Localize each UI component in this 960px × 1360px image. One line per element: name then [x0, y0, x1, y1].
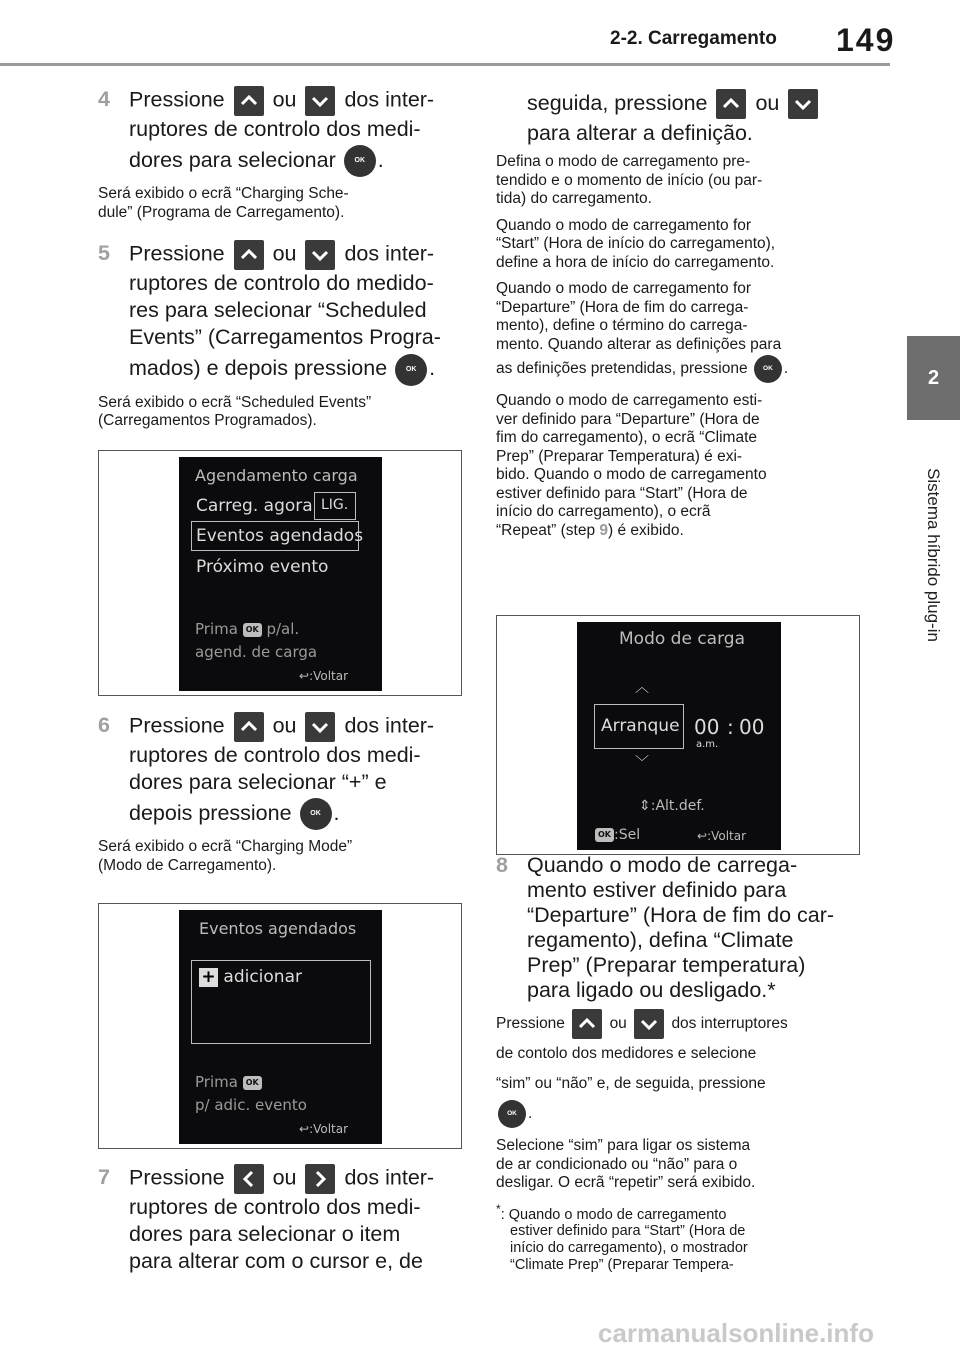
- section-title: 2-2. Carregamento: [610, 28, 777, 49]
- back-hint: [299, 669, 348, 683]
- chevron-up-icon: [234, 86, 264, 116]
- chevron-left-icon: [234, 1164, 264, 1194]
- step-text: dos inter-: [344, 242, 435, 266]
- right-column: [496, 86, 861, 548]
- step-8-block: [496, 853, 861, 1278]
- figure-scheduled-events: [98, 903, 462, 1149]
- note-paragraph-3: [496, 280, 861, 384]
- step-number: 8: [496, 853, 508, 877]
- step-text: para alterar a definição.: [527, 121, 753, 145]
- step-7-block: [98, 1164, 468, 1283]
- note-text: .: [783, 360, 789, 377]
- chevron-down-icon: [305, 712, 335, 742]
- chevron-up-icon: [572, 1009, 602, 1039]
- display-screen: [179, 910, 382, 1144]
- step-text: mento estiver definido para: [527, 878, 787, 902]
- step-text: Pressione: [129, 713, 225, 738]
- step-reference: 9: [599, 521, 609, 539]
- note-text: “Departure” (Hora de fim do carrega-: [496, 298, 749, 316]
- note-text: Selecione “sim” para ligar os sistema: [496, 1137, 751, 1155]
- footnote-text: estiver definido para “Start” (Hora de: [510, 1223, 746, 1240]
- chapter-tab-number: 2: [907, 336, 960, 420]
- time-minute: 00: [739, 715, 765, 739]
- note-text: Defina o modo de carregamento pre-: [496, 153, 751, 170]
- chevron-up-icon: [234, 712, 264, 742]
- step-text: ruptores de controlo dos medi-: [129, 117, 421, 141]
- screen-title: Modo de carga: [619, 629, 745, 649]
- figure-charging-mode: [496, 615, 860, 855]
- menu-item-next-event: Próximo evento: [196, 557, 329, 577]
- note-text: Será exibido o ecrã “Scheduled Events”: [98, 393, 372, 411]
- up-down-icon: ⇕: [639, 798, 651, 814]
- step-text: “Departure” (Hora de fim do car-: [527, 903, 835, 927]
- back-hint: [697, 829, 746, 843]
- step-8: [496, 853, 861, 1003]
- chevron-down-icon: [788, 89, 818, 119]
- chevron-up-icon: [234, 240, 264, 270]
- step-4: [98, 86, 468, 177]
- time-ampm: a.m.: [696, 739, 719, 750]
- note-text: Será exibido o ecrã “Charging Mode”: [98, 838, 353, 856]
- step-text: Events” (Carregamentos Progra-: [129, 325, 441, 350]
- chapter-tab-label-text: Sistema híbrido plug-in: [924, 468, 943, 642]
- hint-text: Prima: [195, 620, 238, 638]
- step-8-instructions: [496, 1009, 861, 1129]
- back-arrow-icon: ↩: [299, 1122, 310, 1136]
- step-7-continued: [496, 86, 861, 147]
- note-text: (Carregamentos Programados).: [98, 412, 317, 430]
- step-number: 5: [98, 241, 110, 266]
- select-hint: [595, 827, 640, 843]
- change-setting-hint: [639, 798, 705, 814]
- step-6-note: [98, 838, 468, 875]
- note-text: define a hora de início do carregamento.: [496, 253, 775, 271]
- hint-text: :Sel: [614, 827, 641, 843]
- hint-text: :Alt.def.: [650, 798, 705, 814]
- note-text: ou: [609, 1015, 627, 1033]
- step-7: [98, 1164, 468, 1275]
- step-text: dores para selecionar: [129, 148, 336, 172]
- note-text: Quando o modo de carregamento for: [496, 216, 752, 234]
- screen-hint: [195, 1073, 262, 1091]
- note-text: Pressione: [496, 1015, 565, 1033]
- step-text: ou: [755, 91, 780, 115]
- step-text: .: [429, 356, 436, 381]
- screen-hint-line2: p/ adic. evento: [195, 1096, 307, 1114]
- step-text: Pressione: [129, 87, 225, 112]
- step-text: mados) e depois pressione: [129, 356, 388, 381]
- footnote: [496, 1201, 861, 1275]
- step-text: ou: [272, 87, 297, 112]
- step-5: [98, 240, 468, 385]
- step-text: ruptores de controlo dos medi-: [129, 1195, 421, 1219]
- step-6: [98, 712, 468, 830]
- note-text: mento. Quando alterar as definições para: [496, 335, 782, 353]
- step-5-note: [98, 394, 468, 431]
- hint-text: Prima: [195, 1073, 238, 1091]
- note-text: de ar condicionado ou “não” para o: [496, 1155, 738, 1173]
- chapter-tab-label: [906, 430, 960, 680]
- step-text: seguida, pressione: [527, 91, 708, 115]
- step-number: 4: [98, 87, 110, 111]
- footnote-mark: *: [496, 1201, 501, 1216]
- note-text: tida) do carregamento.: [496, 190, 652, 207]
- note-text: dos interruptores: [671, 1015, 788, 1033]
- time-hour: 00: [694, 715, 720, 739]
- step-text: Pressione: [129, 242, 225, 266]
- note-text: (Modo de Carregamento).: [98, 856, 277, 874]
- note-paragraph-1: [496, 153, 861, 209]
- ok-button-icon: OK: [300, 798, 332, 830]
- chevron-right-icon: [305, 1164, 335, 1194]
- back-arrow-icon: ↩: [299, 669, 310, 683]
- screen-hint-line2: agend. de carga: [195, 643, 318, 661]
- step-text: Prep” (Preparar temperatura): [527, 953, 806, 977]
- chevron-down-icon: ﹀: [635, 755, 649, 771]
- back-hint: [299, 1122, 348, 1136]
- step-text: Pressione: [129, 1165, 225, 1190]
- ok-button-icon: OK: [754, 355, 782, 383]
- note-text: .: [528, 1105, 533, 1123]
- step-text: .: [333, 801, 340, 825]
- ok-button-icon: OK: [395, 354, 427, 386]
- step-text: dores para selecionar “+” e: [129, 770, 387, 794]
- figure-charging-schedule: [98, 450, 462, 696]
- note-text: mento), define o término do carrega-: [496, 317, 748, 334]
- chevron-up-icon: [716, 89, 746, 119]
- add-label: adicionar: [223, 967, 302, 987]
- menu-item-scheduled-events: Eventos agendados: [196, 526, 364, 546]
- back-arrow-icon: ↩: [697, 829, 708, 843]
- footnote-text: “Climate Prep” (Preparar Tempera-: [510, 1257, 734, 1274]
- ok-button-icon: OK: [498, 1100, 526, 1128]
- note-text: “Start” (Hora de início do carregamento),: [496, 235, 776, 252]
- back-text: :Voltar: [309, 669, 349, 683]
- step-text: res para selecionar “Scheduled: [129, 298, 427, 323]
- step-8-note: [496, 1137, 861, 1193]
- charge-now-value: LIG.: [321, 497, 349, 513]
- note-text: “Repeat” (step: [496, 521, 596, 539]
- note-text: bido. Quando o modo de carregamento: [496, 466, 767, 483]
- step-number: 7: [98, 1165, 110, 1189]
- step-text: dos inter-: [344, 1165, 435, 1190]
- ok-chip-icon: OK: [595, 828, 614, 842]
- note-text: dule” (Programa de Carregamento).: [98, 203, 345, 221]
- step-text: para ligado ou desligado.*: [527, 978, 776, 1002]
- time-separator: :: [727, 715, 734, 739]
- note-text: Será exibido o ecrã “Charging Sche-: [98, 185, 349, 203]
- step-text: para alterar com o cursor e, de: [129, 1249, 423, 1273]
- watermark: carmanualsonline.info: [598, 1318, 874, 1348]
- step-4-note: [98, 185, 468, 222]
- note-text: ) é exibido.: [608, 521, 684, 539]
- add-event-item: [199, 967, 302, 987]
- step-text: depois pressione: [129, 801, 292, 825]
- note-text: Quando o modo de carregamento esti-: [496, 392, 763, 409]
- screen-hint: [195, 620, 299, 638]
- footnote-text: início do carregamento), o mostrador: [510, 1240, 748, 1257]
- header-rule: [0, 63, 890, 66]
- ok-chip-icon: OK: [243, 1076, 262, 1090]
- note-text: fim do carregamento), o ecrã “Climate: [496, 429, 758, 446]
- chevron-up-icon: ︿: [635, 680, 649, 696]
- note-text: desligar. O ecrã “repetir” será exibido.: [496, 1174, 756, 1192]
- note-text: ver definido para “Departure” (Hora de: [496, 410, 760, 428]
- chevron-down-icon: [305, 86, 335, 116]
- step-text: ou: [272, 713, 297, 738]
- left-column: [98, 86, 468, 439]
- note-paragraph-4: [496, 392, 861, 540]
- footnote-text: : Quando o modo de carregamento: [500, 1206, 727, 1223]
- note-text: Quando o modo de carregamento for: [496, 280, 752, 297]
- step-text: ou: [272, 242, 297, 266]
- screen-title: Eventos agendados: [199, 919, 357, 938]
- note-text: de contolo dos medidores e selecione: [496, 1045, 757, 1063]
- step-text: dos inter-: [344, 87, 435, 112]
- step-text: Quando o modo de carrega-: [527, 853, 798, 877]
- note-text: tendido e o momento de início (ou par-: [496, 171, 763, 189]
- note-text: “sim” ou “não” e, de seguida, pressione: [496, 1075, 766, 1093]
- display-screen: [577, 622, 781, 850]
- step-text: dos inter-: [344, 713, 435, 738]
- hint-text: p/al.: [266, 620, 300, 638]
- ok-button-icon: OK: [344, 145, 376, 177]
- step-6-block: [98, 712, 468, 883]
- ok-chip-icon: OK: [243, 623, 262, 637]
- note-paragraph-2: [496, 217, 861, 273]
- mode-value: Arranque: [601, 716, 680, 736]
- page-number: 149: [836, 22, 896, 58]
- step-text: ou: [272, 1165, 297, 1190]
- display-screen: [179, 457, 382, 691]
- menu-item-charge-now: Carreg. agora: [196, 496, 313, 516]
- note-text: estiver definido para “Start” (Hora de: [496, 484, 748, 502]
- step-text: dores para selecionar o item: [129, 1222, 401, 1246]
- note-text: Prep” (Preparar Temperatura) é exi-: [496, 447, 743, 465]
- step-text: ruptores de controlo do medido-: [129, 271, 434, 296]
- note-text: as definições pretendidas, pressione: [496, 360, 748, 377]
- plus-icon: +: [199, 968, 218, 987]
- screen-title: Agendamento carga: [195, 466, 358, 485]
- note-text: início do carregamento), o ecrã: [496, 503, 711, 520]
- step-number: 6: [98, 713, 110, 737]
- chevron-down-icon: [634, 1009, 664, 1039]
- back-text: :Voltar: [707, 829, 747, 843]
- chevron-down-icon: [305, 240, 335, 270]
- step-text: regamento), defina “Climate: [527, 928, 794, 952]
- step-text: .: [377, 148, 384, 172]
- back-text: :Voltar: [309, 1122, 349, 1136]
- step-text: ruptores de controlo dos medi-: [129, 743, 421, 767]
